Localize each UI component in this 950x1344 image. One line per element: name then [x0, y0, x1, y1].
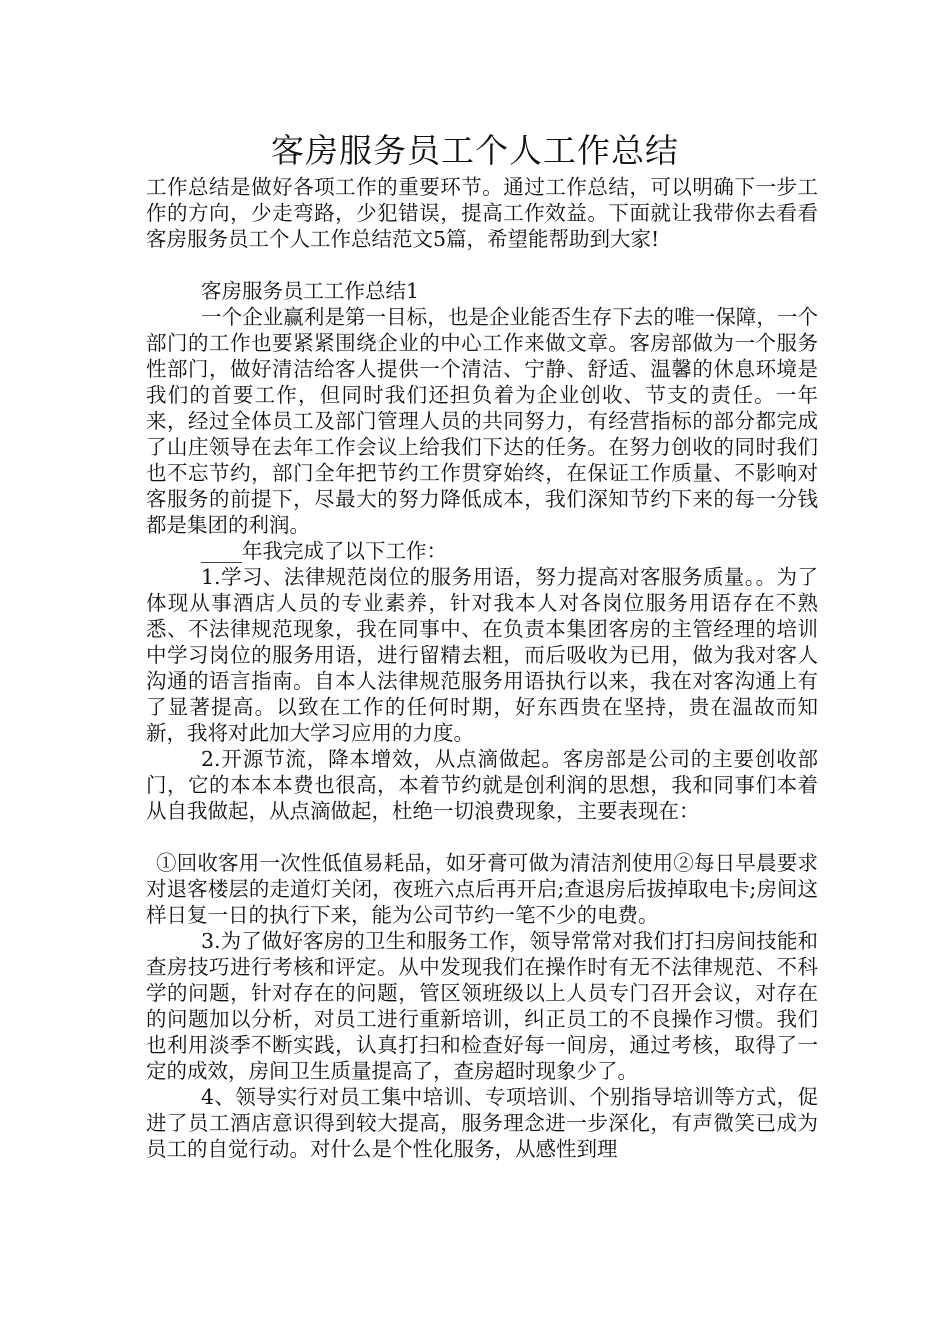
blank-line [146, 252, 818, 278]
item-4-paragraph: 4、领导实行对员工集中培训、专项培训、个别指导培训等方式，促进了员工酒店意识得到较大提高，服务理念进一步深化，有声微笑已成为员工的自觉行动。对什么是个性化服务，从感性到理 [146, 1085, 818, 1161]
section-heading: 客房服务员工工作总结1 [201, 279, 420, 303]
blank-line [146, 824, 818, 850]
document-body [146, 174, 818, 1162]
paragraph-1: 一个企业赢利是第一目标，也是企业能否生存下去的唯一保障，一个部门的工作也要紧紧围绕企业的中心工作来做文章。客房部做为一个服务性部门，做好清洁给客人提供一个清洁、宁静、舒适、温馨的休息环境是我们的首要工作，但同时我们还担负着为企业创收、节支的责任。一年来，经过全体员工及部门管理人员的共同努力，有经营指标的部分都完成了山庄领导在去年工作会议上给我们下达的任务。在努力创收的同时我们也不忘节约，部门全年把节约工作贯穿始终，在保证工作质量、不影响对客服务的前提下，尽最大的努力降低成本，我们深知节约下来的每一分钱都是集团的利润。 [146, 305, 818, 537]
intro-paragraph: 工作总结是做好各项工作的重要环节。通过工作总结，可以明确下一步工作的方向，少走弯路，少犯错误，提高工作效益。下面就让我带你去看看客房服务员工个人工作总结范文5篇，希望能帮助到大家! [146, 175, 818, 251]
document-title: 客房服务员工个人工作总结 [271, 131, 679, 170]
paragraph-2: ____年我完成了以下工作： [201, 539, 447, 563]
item-2-paragraph: 2.开源节流，降本增效，从点滴做起。客房部是公司的主要创收部门，它的本本本费也很高，本着节约就是创利润的思想，我和同事们本着从自我做起，从点滴做起，杜绝一切浪费现象，主要表现在： [146, 747, 818, 823]
item-2-detail-paragraph: ①回收客用一次性低值易耗品，如牙膏可做为清洁剂使用②每日早晨要求对退客楼层的走道灯关闭，夜班六点后再开启;查退房后拔掉取电卡;房间这样日复一日的执行下来，能为公司节约一笔不少的电费。 [146, 851, 818, 927]
item-1-paragraph: 1.学习、法律规范岗位的服务用语，努力提高对客服务质量。。为了体现从事酒店人员的专业素养，针对我本人对各岗位服务用语存在不熟悉、不法律规范现象，我在同事中、在负责本集团客房的主管经理的培训中学习岗位的服务用语，进行留精去粗，而后吸收为已用，做为我对客人沟通的语言指南。自本人法律规范服务用语执行以来，我在对客沟通上有了显著提高。以致在工作的任何时期，好东西贵在坚持，贵在温故而知新，我将对此加大学习应用的力度。 [146, 565, 818, 745]
item-3-paragraph: 3.为了做好客房的卫生和服务工作，领导常常对我们打扫房间技能和查房技巧进行考核和评定。从中发现我们在操作时有无不法律规范、不科学的问题，针对存在的问题，管区领班级以上人员专门召开会议，对存在的问题加以分析，对员工进行重新培训，纠正员工的不良操作习惯。我们也利用淡季不断实践，认真打扫和检查好每一间房，通过考核，取得了一定的成效，房间卫生质量提高了，查房超时现象少了。 [146, 929, 818, 1083]
